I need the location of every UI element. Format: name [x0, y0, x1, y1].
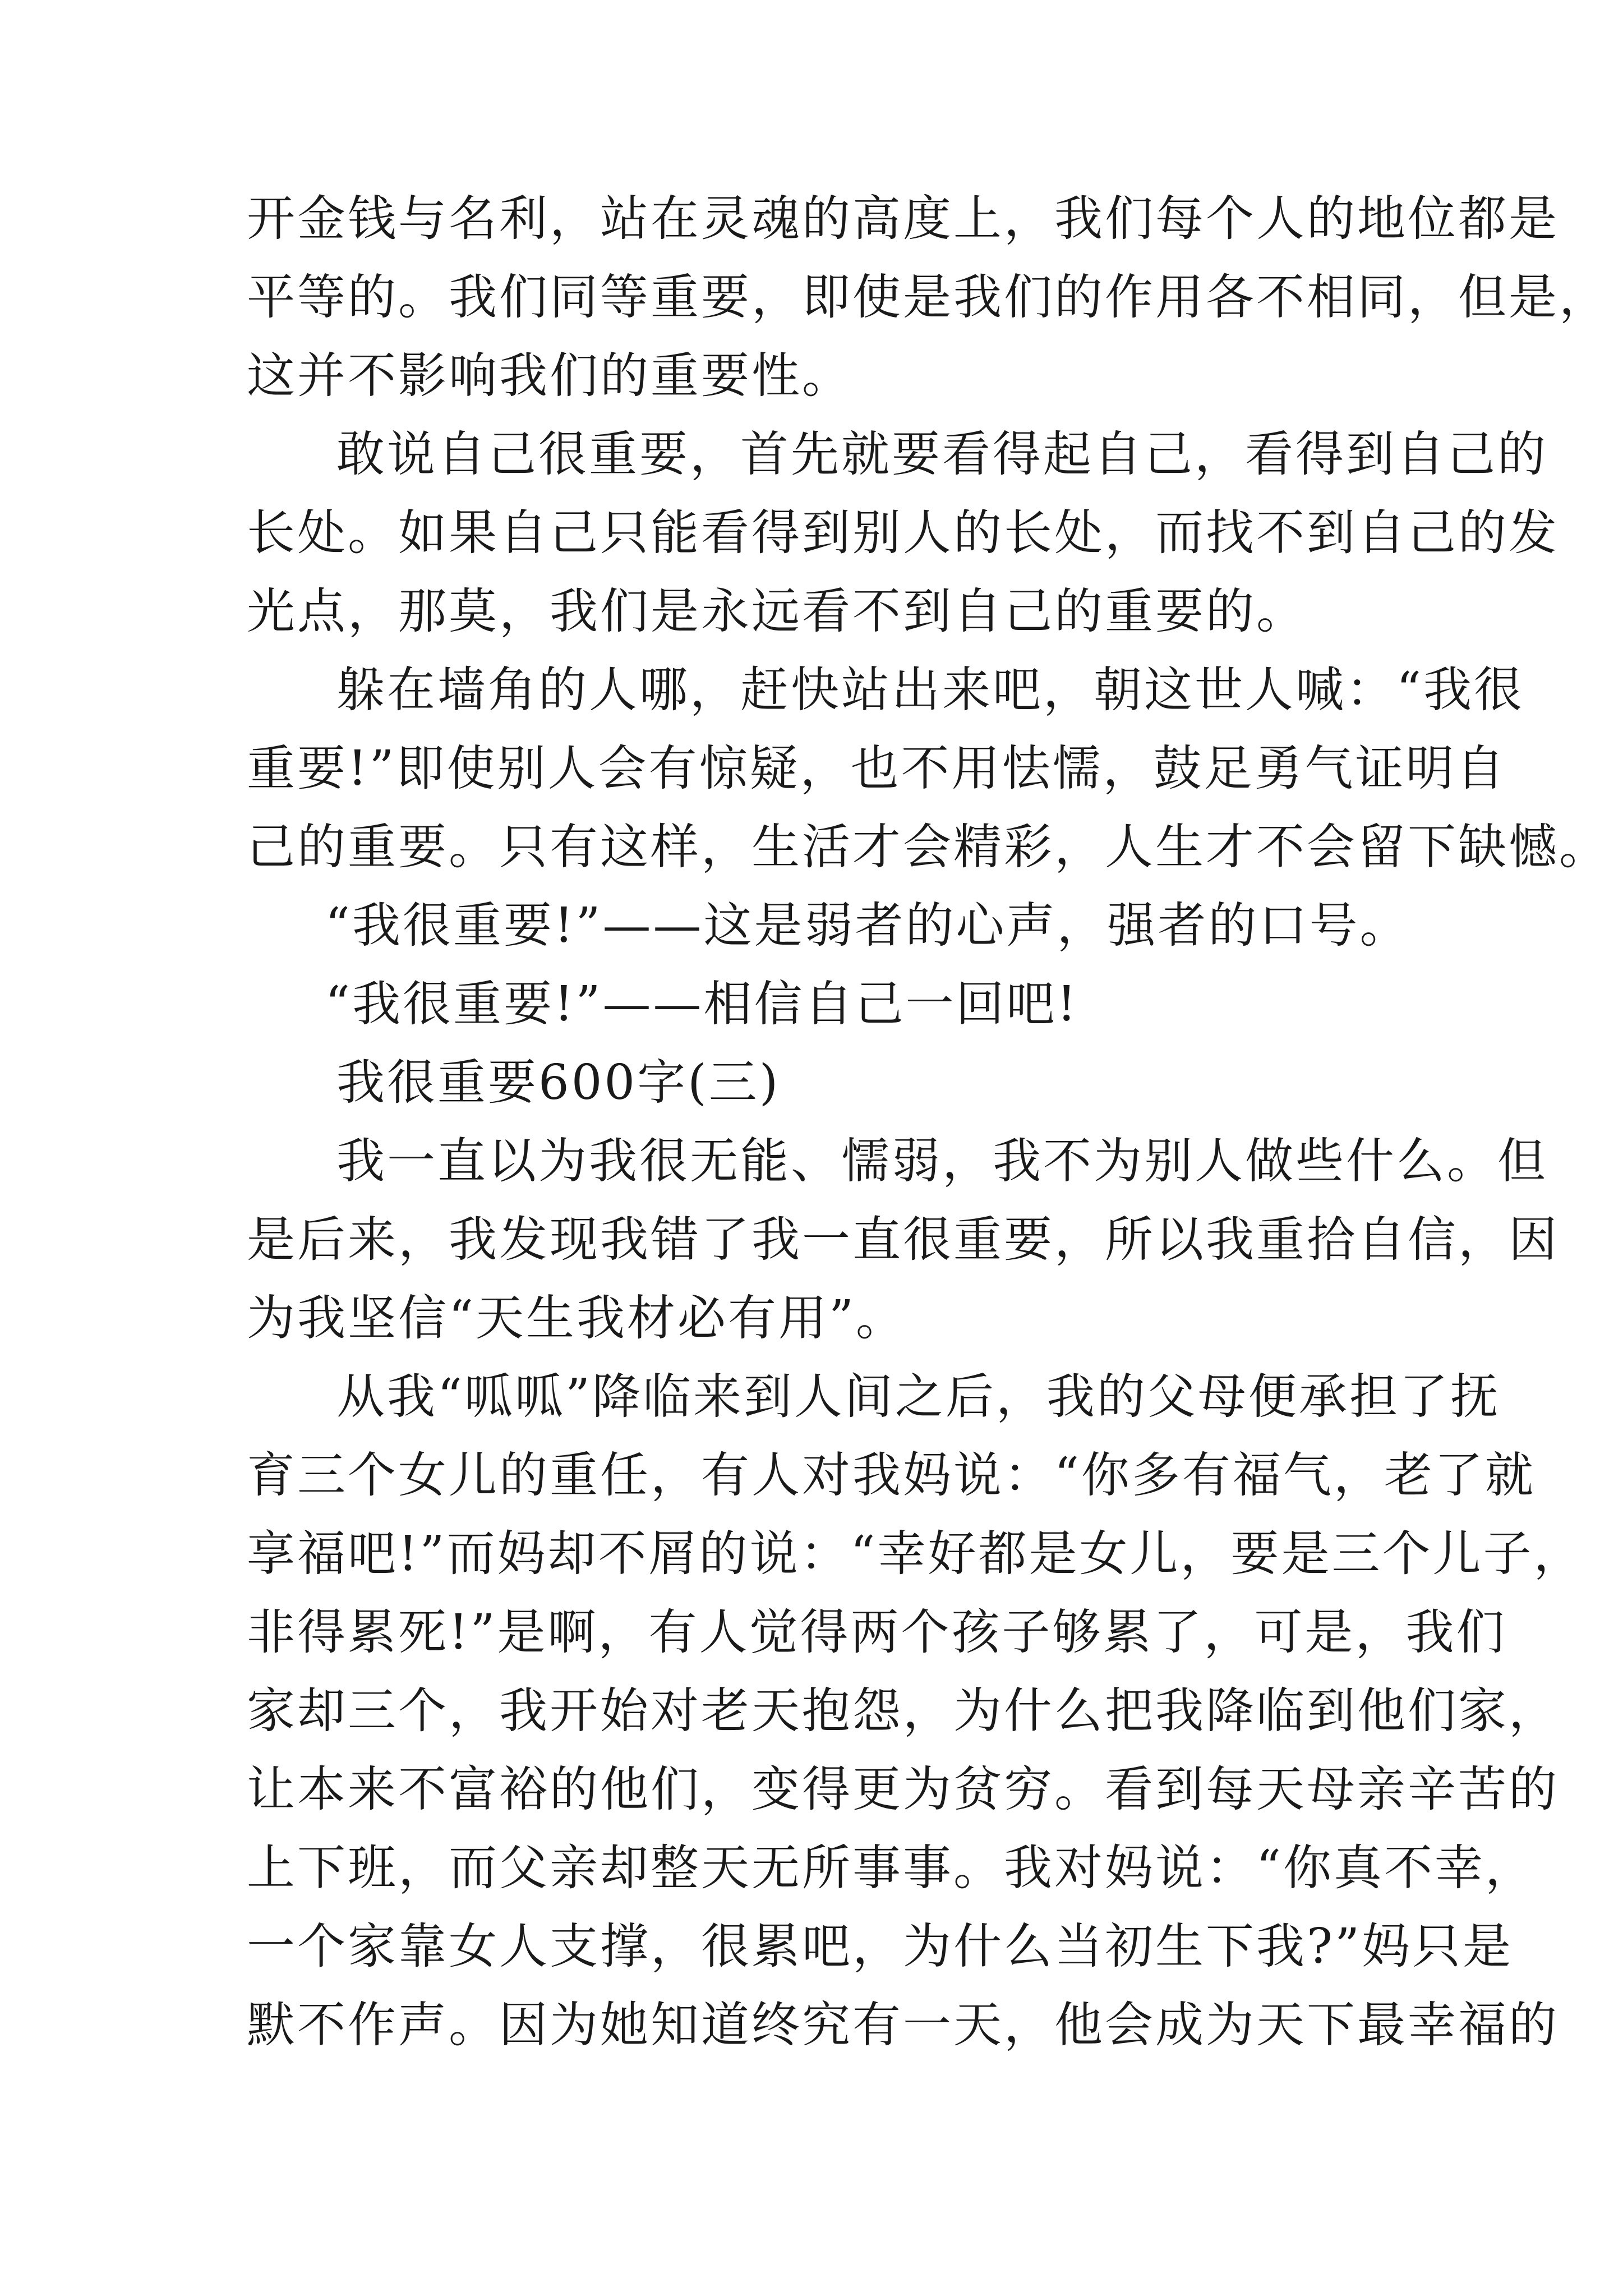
text-line: 为我坚信“天生我材必有用”。 [247, 1290, 906, 1346]
text-line: 育三个女儿的重任，有人对我妈说：“你多有福气，老了就 [247, 1447, 1536, 1503]
text-line: 开金钱与名利，站在灵魂的高度上，我们每个人的地位都是 [247, 191, 1559, 247]
quote-line: “我很重要!”——这是弱者的心声，强者的口号。 [325, 898, 1410, 954]
paragraph-first-line: 敢说自己很重要，首先就要看得起自己，看得到自己的 [336, 426, 1548, 482]
text-line: 默不作声。因为她知道终究有一天，他会成为天下最幸福的 [247, 1997, 1559, 2053]
paragraph-first-line: 我一直以为我很无能、懦弱，我不为别人做些什么。但 [336, 1133, 1548, 1189]
paragraph-first-line: 从我“呱呱”降临来到人间之后，我的父母便承担了抚 [336, 1369, 1501, 1425]
text-line: 家却三个，我开始对老天抱怨，为什么把我降临到他们家， [247, 1683, 1559, 1739]
text-line: 享福吧!”而妈却不屑的说：“幸好都是女儿，要是三个儿子， [247, 1526, 1584, 1582]
text-line: 非得累死!”是啊，有人觉得两个孩子够累了，可是，我们 [247, 1604, 1507, 1660]
text-line: 这并不影响我们的重要性。 [247, 348, 852, 404]
text-line: 一个家靠女人支撑，很累吧，为什么当初生下我?”妈只是 [247, 1918, 1514, 1975]
text-line: 上下班，而父亲却整天无所事事。我对妈说：“你真不幸， [247, 1840, 1536, 1896]
text-line: 光点，那莫，我们是永远看不到自己的重要的。 [247, 583, 1307, 639]
quote-line: “我很重要!”——相信自己一回吧! [325, 976, 1079, 1032]
text-line: 让本来不富裕的他们，变得更为贫穷。看到每天母亲辛苦的 [247, 1761, 1559, 1818]
text-line: 己的重要。只有这样，生活才会精彩，人生才不会留下缺憾。 [247, 819, 1610, 875]
text-line: 是后来，我发现我错了我一直很重要，所以我重拾自信，因 [247, 1212, 1559, 1268]
paragraph-first-line: 躲在墙角的人哪，赶快站出来吧，朝这世人喊：“我很 [336, 662, 1524, 718]
text-line: 长处。如果自己只能看得到别人的长处，而找不到自己的发 [247, 505, 1559, 561]
text-line: 重要!”即使别人会有惊疑，也不用怯懦，鼓足勇气证明自 [247, 740, 1507, 797]
text-line: 平等的。我们同等重要，即使是我们的作用各不相同，但是， [247, 269, 1610, 325]
section-heading: 我很重要600字(三) [336, 1055, 781, 1111]
